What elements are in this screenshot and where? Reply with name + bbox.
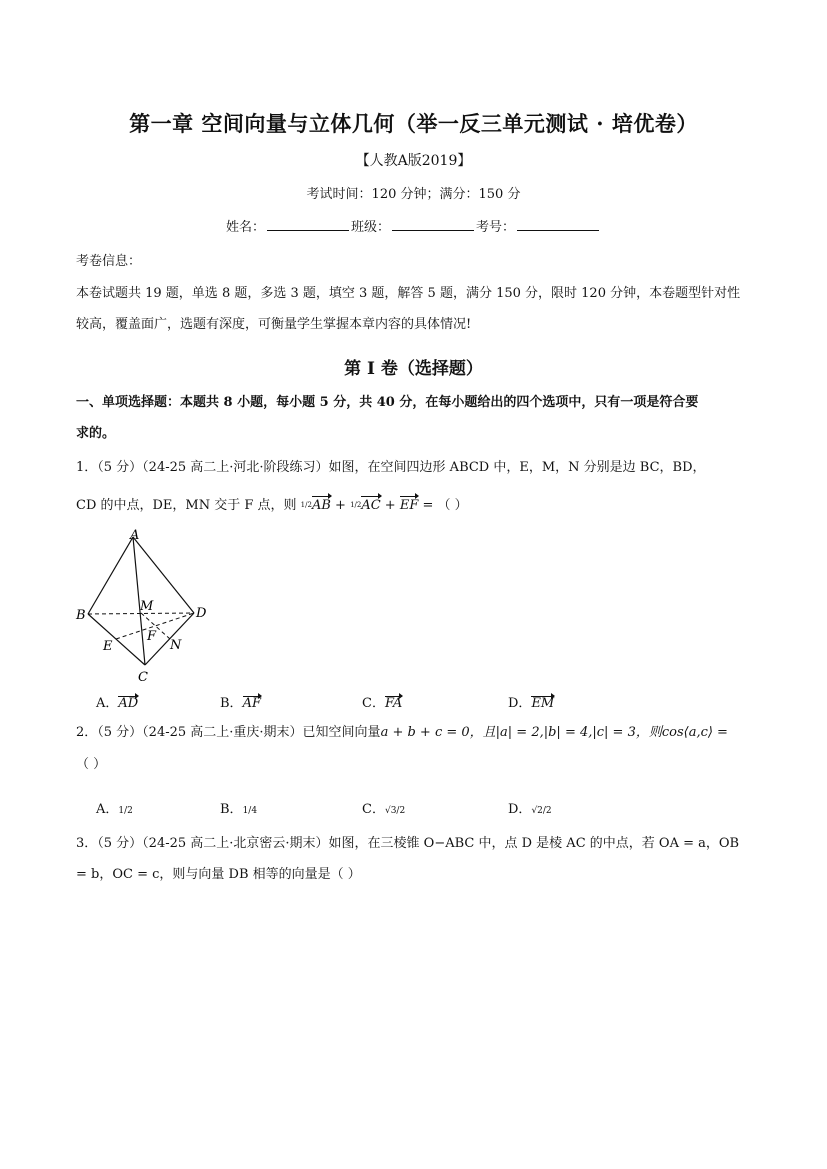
- q1-option-d[interactable]: [508, 692, 554, 711]
- part1-line-2: 求的。: [76, 426, 116, 441]
- option-letter: B．: [220, 802, 243, 817]
- option-value: AD: [118, 696, 139, 711]
- option-value: 1/4: [242, 806, 258, 816]
- q2-option-d[interactable]: [508, 798, 552, 817]
- q3-line-2: = b，OC = c，则与向量 DB 相等的向量是（ ）: [76, 867, 361, 882]
- label-m: M: [140, 599, 154, 614]
- option-letter: C．: [362, 696, 385, 711]
- option-letter: A．: [96, 696, 119, 711]
- q1-option-c[interactable]: [362, 692, 402, 711]
- vector-ac: AC: [361, 496, 380, 516]
- class-label: 班级：: [350, 220, 390, 235]
- student-info-bar: [0, 216, 827, 235]
- option-letter: C．: [362, 802, 385, 817]
- label-b: B: [76, 608, 86, 623]
- q2-line-1-formula: a + b + c = 0，且|a| = 2,|b| = 4,|c| = 3，则cos⟨a,c⟩ =: [380, 725, 728, 740]
- edge-ab: [88, 537, 133, 614]
- name-blank: [267, 219, 349, 231]
- option-value: AF: [242, 696, 261, 711]
- option-value: √2/2: [531, 806, 552, 816]
- q2-line-1-text: 2．（5 分）（24-25 高二上·重庆·期末）已知空间向量: [76, 725, 381, 740]
- option-letter: D．: [508, 802, 532, 817]
- option-value: √3/2: [384, 806, 406, 816]
- q2-line-2: （ ）: [76, 757, 107, 772]
- tetrahedron-figure: [70, 525, 230, 685]
- part1-line-1: 一、单项选择题：本题共 8 小题，每小题 5 分，共 40 分，在每小题给出的四个选项中，只有一项是符合要: [76, 395, 699, 410]
- q1-line-2-end: = （ ）: [422, 498, 468, 513]
- edge-bc: [88, 614, 145, 665]
- vector-ab: AB: [312, 496, 331, 516]
- class-blank: [392, 219, 474, 231]
- option-letter: A．: [96, 802, 119, 817]
- name-label: 姓名：: [225, 220, 265, 235]
- option-value: 1/2: [118, 806, 133, 816]
- label-c: C: [138, 670, 148, 685]
- section-title: 第 I 卷（选择题）: [344, 359, 483, 379]
- exam-time: 考试时间：120 分钟；满分：150 分: [306, 187, 521, 202]
- edition-label: 【人教A版2019】: [355, 153, 472, 169]
- option-value: EM: [531, 696, 555, 711]
- q2-line-1: [76, 723, 728, 743]
- q2-option-c[interactable]: [362, 798, 405, 817]
- number-blank: [517, 219, 599, 231]
- vector-ef: EF: [400, 496, 419, 516]
- label-e: E: [103, 639, 113, 654]
- q1-option-b[interactable]: [220, 692, 261, 711]
- info-line-2: 较高，覆盖面广，选题有深度，可衡量学生掌握本章内容的具体情况!: [76, 317, 472, 332]
- option-letter: B．: [220, 696, 243, 711]
- number-label: 考号：: [476, 220, 516, 235]
- info-line-1: 本卷试题共 19 题，单选 8 题，多选 3 题，填空 3 题，解答 5 题，满分 150 分，限时 120 分钟，本卷题型针对性: [76, 286, 741, 301]
- half-fraction-2: 1/2: [350, 501, 362, 509]
- q1-line-1: 1．（5 分）（24-25 高二上·河北·阶段练习）如图，在空间四边形 ABCD 中，E，M，N 分别是边 BC，BD，: [76, 460, 706, 475]
- half-fraction: 1/2: [300, 501, 312, 509]
- option-letter: D．: [508, 696, 532, 711]
- label-d: D: [196, 606, 207, 621]
- info-label: 考卷信息：: [76, 254, 142, 269]
- q2-option-b[interactable]: [220, 798, 257, 817]
- label-f: F: [147, 629, 157, 644]
- option-value: FA: [384, 696, 403, 711]
- q1-option-a[interactable]: [96, 692, 138, 711]
- label-a: A: [130, 528, 140, 543]
- page-title: 第一章 空间向量与立体几何（举一反三单元测试 · 培优卷）: [129, 111, 698, 136]
- q3-line-1: 3．（5 分）（24-25 高二上·北京密云·期末）如图，在三棱锥 O−ABC 中，点 D 是棱 AC 的中点，若 OA = a，OB: [76, 836, 740, 851]
- label-n: N: [170, 638, 182, 653]
- q2-option-a[interactable]: [96, 798, 133, 817]
- q1-line-2: CD 的中点，DE，MN 交于 F 点，则 1/2AB + 1/2AC + EF = （ ）: [76, 496, 468, 516]
- q1-line-2-text: CD 的中点，DE，MN 交于 F 点，则: [76, 498, 297, 513]
